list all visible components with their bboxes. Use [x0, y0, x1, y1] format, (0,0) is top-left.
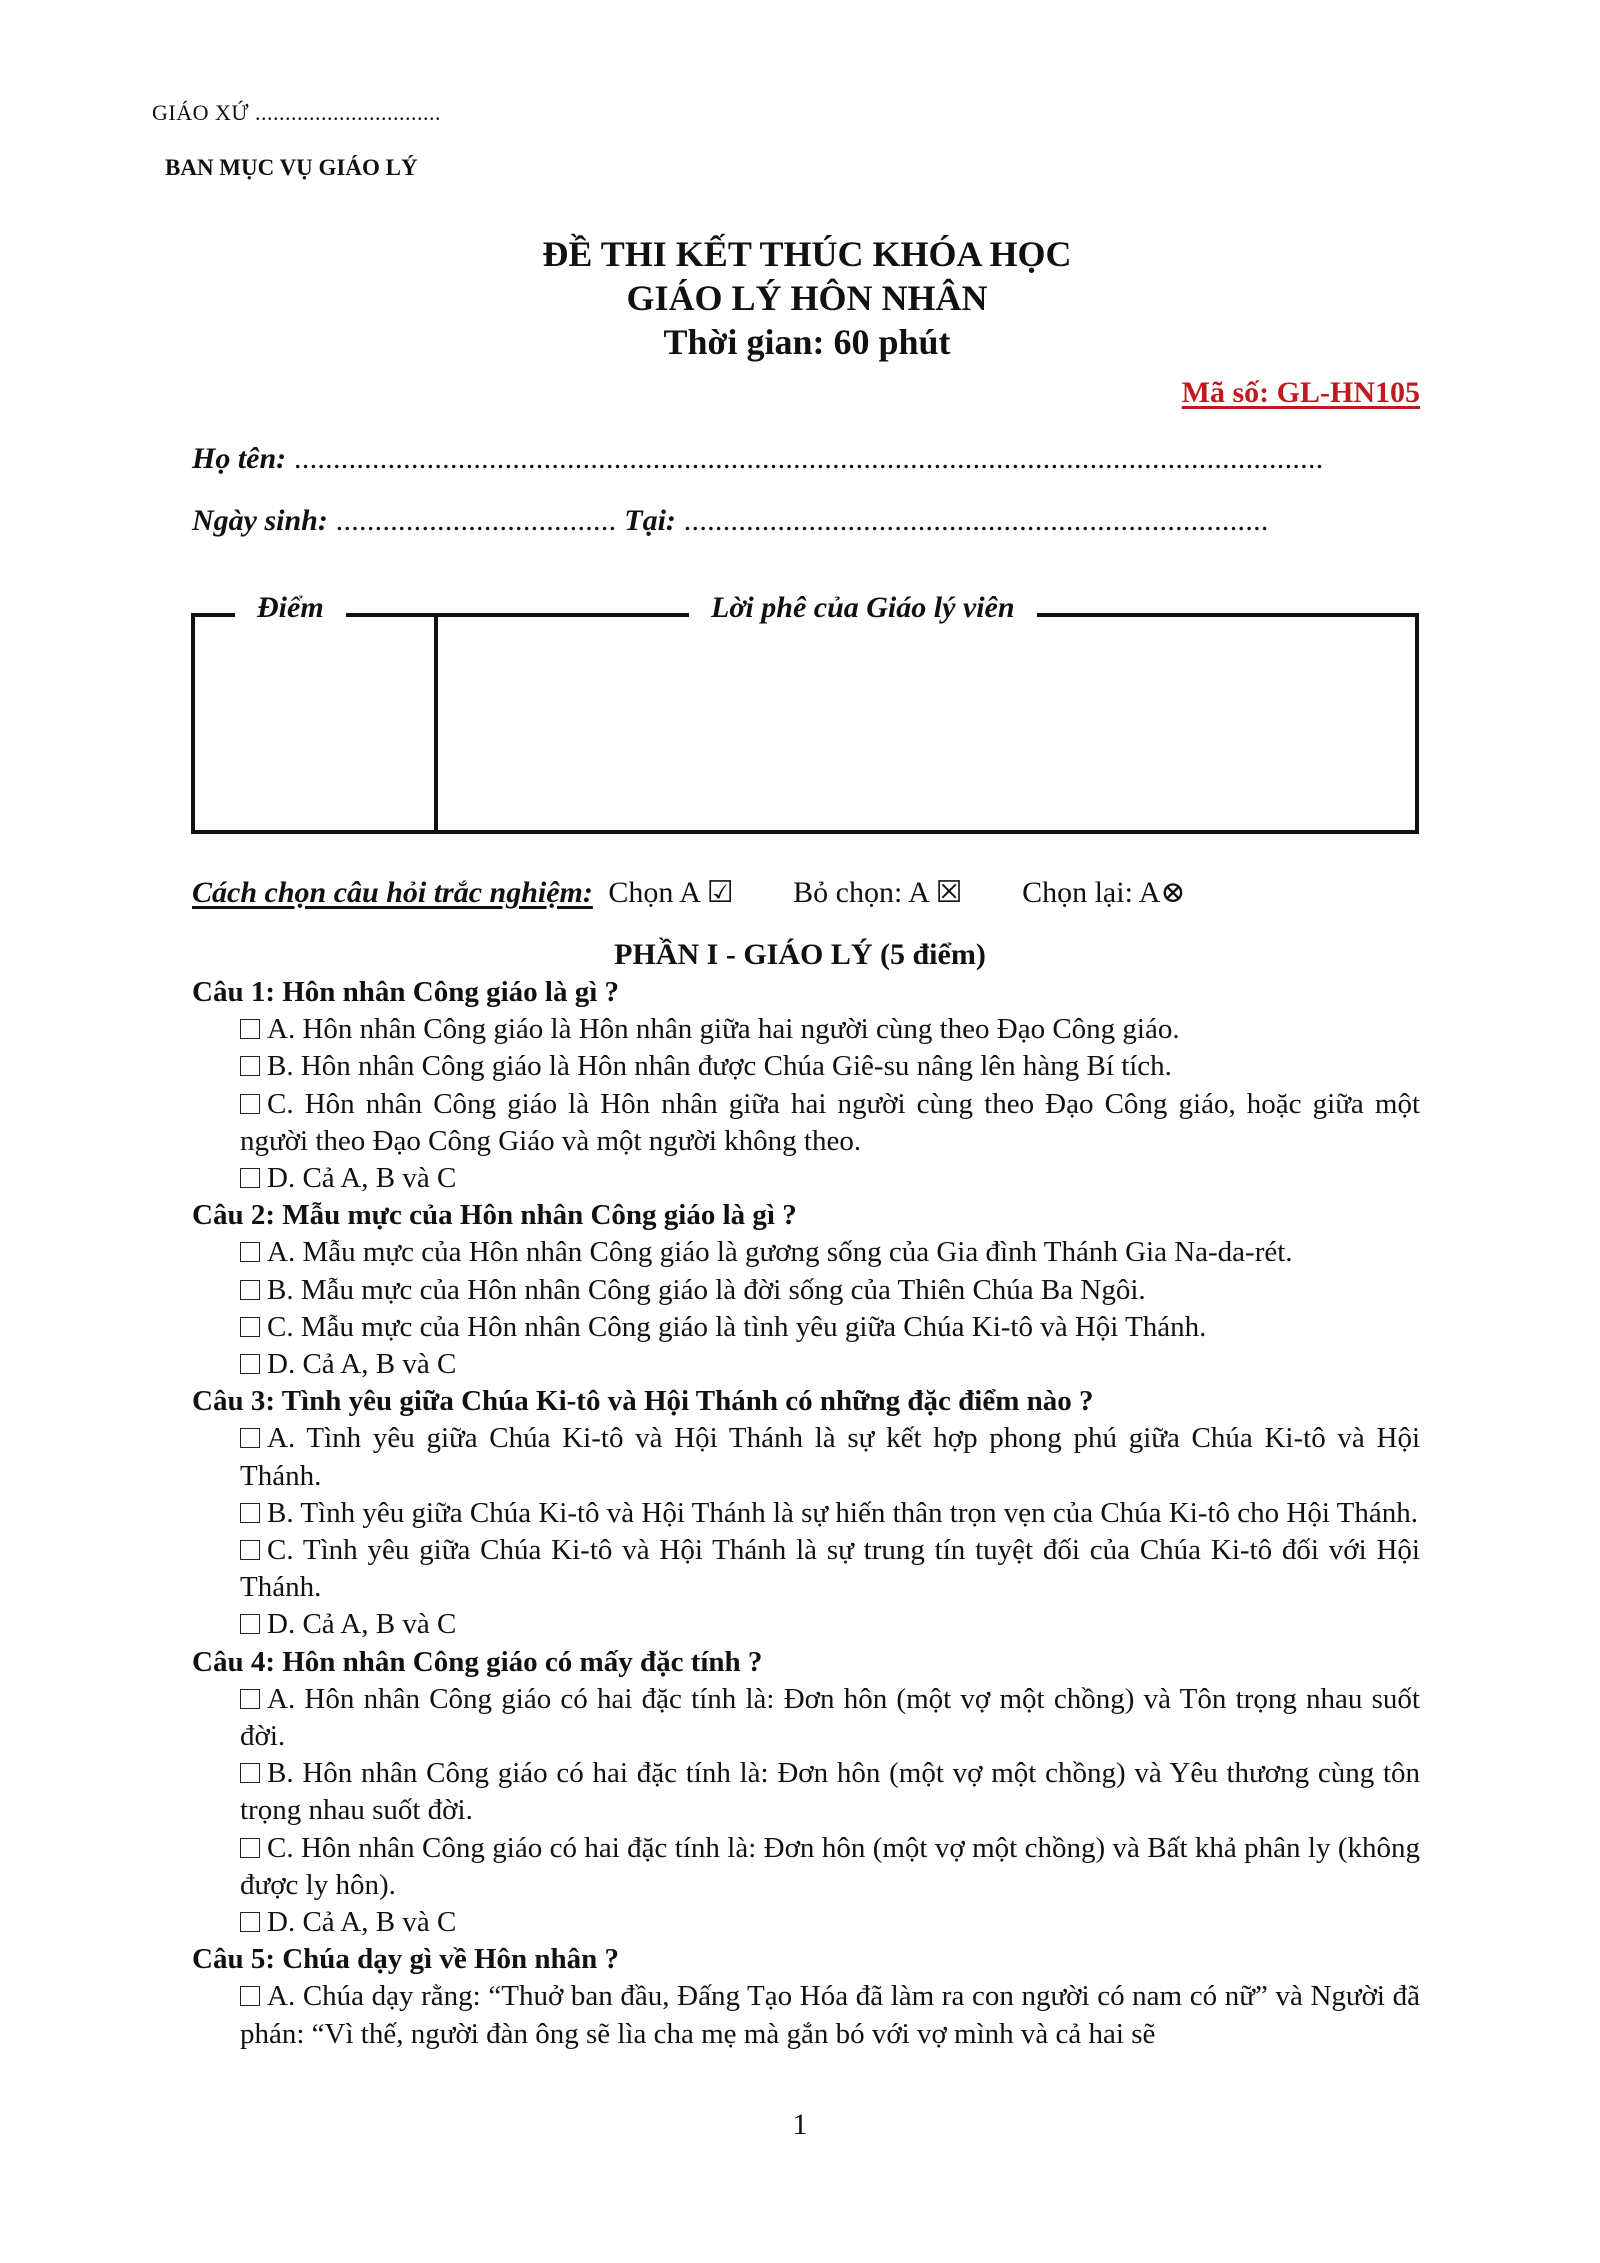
exam-duration: Thời gian: 60 phút [663, 322, 951, 362]
comment-label: Lời phê của Giáo lý viên [689, 591, 1037, 625]
checkbox-icon[interactable] [240, 1168, 260, 1188]
answer-instructions [192, 875, 1186, 910]
option-1d[interactable]: D. Cả A, B và C [192, 1160, 1420, 1197]
option-2b[interactable]: B. Mẫu mực của Hôn nhân Công giáo là đời sống của Thiên Chúa Ba Ngôi. [192, 1272, 1420, 1309]
option-4c[interactable]: C. Hôn nhân Công giáo có hai đặc tính là: Đơn hôn (một vợ một chồng) và Bất khả phân ly (không được ly hôn). [240, 1831, 1420, 1901]
option-3c[interactable]: C. Tình yêu giữa Chúa Ki-tô và Hội Thánh là sự trung tín tuyệt đối của Chúa Ki-tô đối với Hội Thánh. [240, 1534, 1420, 1604]
checkbox-icon[interactable] [240, 1354, 260, 1374]
option-3b[interactable]: B. Tình yêu giữa Chúa Ki-tô và Hội Thánh là sự hiến thân trọn vẹn của Chúa Ki-tô cho Hội Thánh. [192, 1495, 1420, 1532]
exam-code: Mã số: GL-HN105 [1181, 376, 1420, 409]
instruction-unchoose: Bỏ chọn: A ☒ [793, 876, 963, 909]
checkbox-icon[interactable] [240, 1280, 260, 1300]
checkbox-icon[interactable] [240, 1614, 260, 1634]
checkbox-icon[interactable] [240, 1317, 260, 1337]
option-3a[interactable]: A. Tình yêu giữa Chúa Ki-tô và Hội Thánh là sự kết hợp phong phú giữa Chúa Ki-tô và Hội Thánh. [240, 1422, 1420, 1492]
checkbox-icon[interactable] [240, 1912, 260, 1932]
option-4d[interactable]: D. Cả A, B và C [192, 1904, 1420, 1941]
course-title: GIÁO LÝ HÔN NHÂN [626, 278, 988, 318]
checkbox-icon[interactable] [240, 1056, 260, 1076]
question-2: Câu 2: Mẫu mực của Hôn nhân Công giáo là gì ? [192, 1199, 797, 1232]
score-label: Điểm [235, 591, 346, 625]
option-3d[interactable]: D. Cả A, B và C [192, 1606, 1420, 1643]
option-2c[interactable]: C. Mẫu mực của Hôn nhân Công giáo là tình yêu giữa Chúa Ki-tô và Hội Thánh. [192, 1309, 1420, 1346]
name-field[interactable] [192, 442, 1324, 476]
place-blank[interactable]: ........................................................................... [675, 504, 1269, 537]
question-4: Câu 4: Hôn nhân Công giáo có mấy đặc tính ? [192, 1645, 763, 1678]
question-1: Câu 1: Hôn nhân Công giáo là gì ? [192, 976, 620, 1008]
instruction-rechoose: Chọn lại: A⊗ [1022, 876, 1186, 909]
checkbox-icon[interactable] [240, 1986, 260, 2006]
committee-name: BAN MỤC VỤ GIÁO LÝ [165, 155, 418, 180]
option-5a[interactable]: A. Chúa dạy rằng: “Thuở ban đầu, Đấng Tạo Hóa đã làm ra con người có nam có nữ” và Người đã phán: “Vì thế, người đàn ông sẽ lìa cha mẹ mà gắn bó với vợ mình và cả hai sẽ [240, 1980, 1420, 2050]
name-label: Họ tên: [192, 442, 287, 475]
birth-field[interactable] [192, 504, 1269, 538]
checkbox-icon[interactable] [240, 1763, 260, 1783]
parish-line: GIÁO XỨ ............................... [152, 100, 441, 125]
question-list [192, 974, 1420, 2053]
checkbox-icon[interactable] [240, 1094, 260, 1114]
option-2a[interactable]: A. Mẫu mực của Hôn nhân Công giáo là gương sống của Gia đình Thánh Gia Na-da-rét. [192, 1234, 1420, 1271]
option-4b[interactable]: B. Hôn nhân Công giáo có hai đặc tính là: Đơn hôn (một vợ một chồng) và Yêu thương cùng tôn trọng nhau suốt đời. [240, 1757, 1420, 1827]
score-box-divider [434, 617, 438, 830]
question-3: Câu 3: Tình yêu giữa Chúa Ki-tô và Hội Thánh có những đặc điểm nào ? [192, 1385, 1094, 1418]
name-blank[interactable]: .................................................................................................................................... [286, 442, 1324, 475]
checkbox-icon[interactable] [240, 1540, 260, 1560]
page-number: 1 [792, 2108, 808, 2141]
option-1c[interactable]: C. Hôn nhân Công giáo là Hôn nhân giữa hai người cùng theo Đạo Công giáo, hoặc giữa một người theo Đạo Công Giáo và một người không theo. [240, 1087, 1420, 1157]
question-5: Câu 5: Chúa dạy gì về Hôn nhân ? [192, 1943, 620, 1976]
score-comment-box [191, 591, 1419, 834]
checkbox-icon[interactable] [240, 1242, 260, 1262]
checkbox-icon[interactable] [240, 1689, 260, 1709]
exam-title: ĐỀ THI KẾT THÚC KHÓA HỌC [542, 234, 1072, 274]
checkbox-icon[interactable] [240, 1503, 260, 1523]
instruction-choose: Chọn A ☑ [608, 876, 734, 909]
birth-blank[interactable]: .................................... [327, 504, 625, 537]
birth-label: Ngày sinh: [192, 504, 328, 537]
checkbox-icon[interactable] [240, 1019, 260, 1039]
instructions-label: Cách chọn câu hỏi trắc nghiệm: [192, 876, 593, 909]
checkbox-icon[interactable] [240, 1838, 260, 1858]
option-4a[interactable]: A. Hôn nhân Công giáo có hai đặc tính là: Đơn hôn (một vợ một chồng) và Tôn trọng nhau suốt đời. [240, 1682, 1420, 1753]
place-label: Tại: [624, 504, 676, 537]
option-1a[interactable]: A. Hôn nhân Công giáo là Hôn nhân giữa hai người cùng theo Đạo Công giáo. [192, 1011, 1420, 1048]
section-title: PHẦN I - GIÁO LÝ (5 điểm) [614, 938, 986, 971]
checkbox-icon[interactable] [240, 1428, 260, 1448]
option-1b[interactable]: B. Hôn nhân Công giáo là Hôn nhân được Chúa Giê-su nâng lên hàng Bí tích. [192, 1048, 1420, 1085]
option-2d[interactable]: D. Cả A, B và C [192, 1346, 1420, 1383]
